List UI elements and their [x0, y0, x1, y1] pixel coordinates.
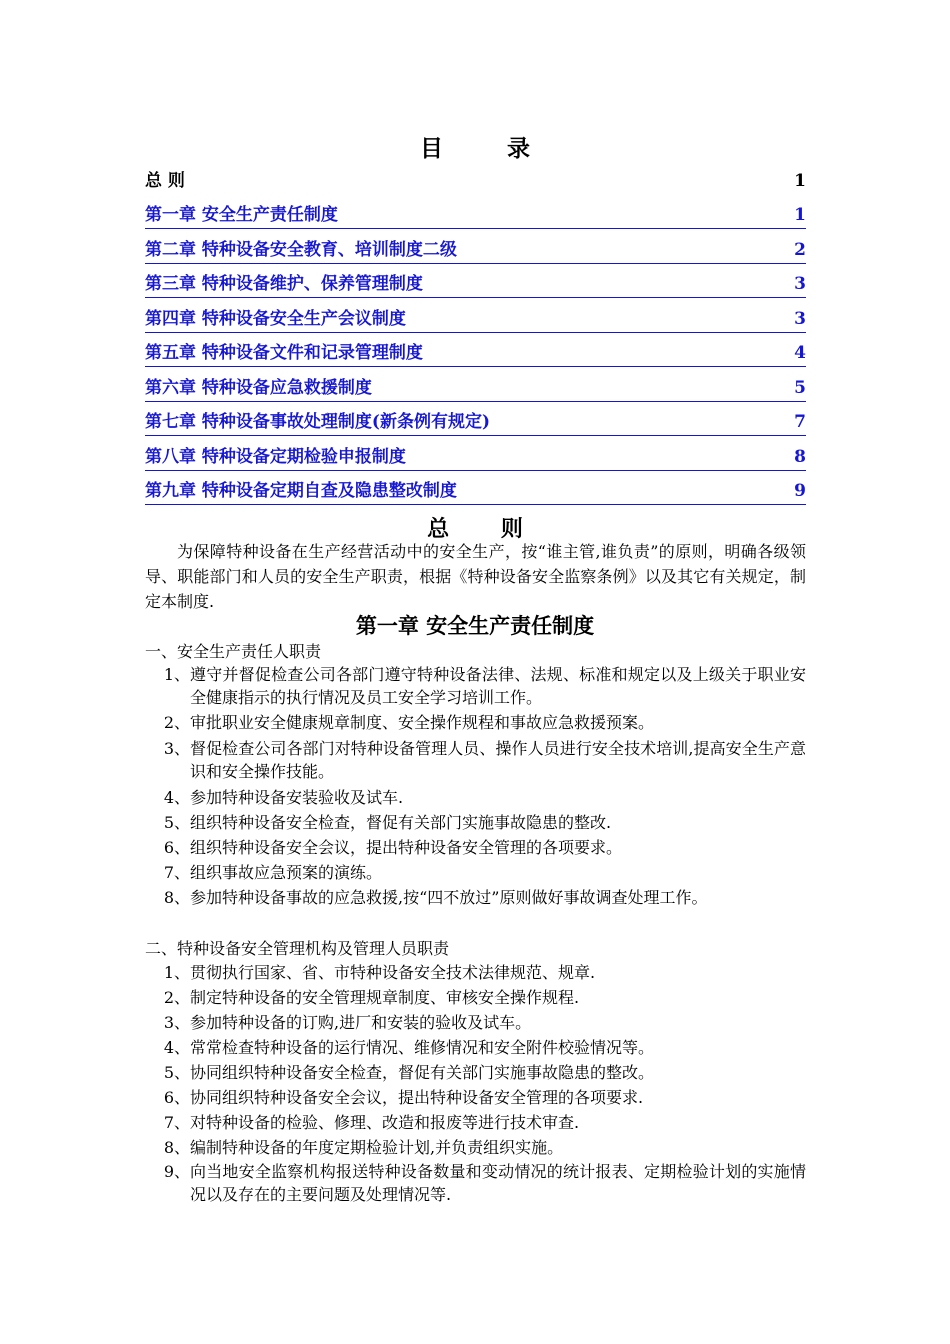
item-text: 组织事故应急预案的演练。 [190, 863, 383, 882]
toc-entry-label: 第四章 特种设备安全生产会议制度 [145, 309, 406, 329]
list-item [163, 737, 806, 783]
toc-entry-page: 2 [794, 240, 806, 260]
toc-entry-chapter-9[interactable] [145, 478, 806, 505]
item-number: 4、 [163, 1038, 190, 1057]
list-item [163, 711, 806, 734]
item-text: 遵守并督促检查公司各部门遵守特种设备法律、法规、标准和规定以及上级关于职业安全健康指示的执行情况及员工安全学习培训工作。 [190, 665, 806, 707]
item-text: 协同组织特种设备安全会议，提出特种设备安全管理的各项要求. [190, 1088, 644, 1107]
toc-entry-general[interactable] [145, 168, 806, 194]
item-text: 组织特种设备安全检查，督促有关部门实施事故隐患的整改. [190, 813, 612, 832]
item-number: 5、 [163, 813, 190, 832]
toc-entry-chapter-8[interactable] [145, 444, 806, 471]
list-item [163, 986, 806, 1009]
list-item [163, 811, 806, 834]
item-text: 参加特种设备事故的应急救援,按“四不放过”原则做好事故调查处理工作。 [190, 888, 708, 907]
list-item [163, 1011, 806, 1034]
item-number: 7、 [163, 863, 190, 882]
item-number: 9、 [163, 1162, 190, 1181]
item-text: 督促检查公司各部门对特种设备管理人员、操作人员进行安全技术培训,提高安全生产意识和安全操作技能。 [190, 739, 806, 781]
item-text: 编制特种设备的年度定期检验计划,并负责组织实施。 [190, 1138, 564, 1157]
toc-entry-page: 3 [794, 309, 806, 329]
item-number: 3、 [163, 739, 190, 758]
item-text: 审批职业安全健康规章制度、安全操作规程和事故应急救援预案。 [190, 713, 655, 732]
general-paragraph: 为保障特种设备在生产经营活动中的安全生产，按“谁主管,谁负责”的原则，明确各级领导、职能部门和人员的安全生产职责，根据《特种设备安全监察条例》以及其它有关规定，制定本制度. [145, 542, 806, 611]
toc-entry-chapter-1[interactable] [145, 202, 806, 229]
item-number: 5、 [163, 1063, 190, 1082]
item-text: 参加特种设备安装验收及试车. [190, 788, 404, 807]
toc-entry-chapter-7[interactable] [145, 409, 806, 436]
item-text: 组织特种设备安全会议，提出特种设备安全管理的各项要求。 [190, 838, 623, 857]
toc-entry-label: 总 则 [145, 171, 185, 191]
list-item [163, 1136, 806, 1159]
toc-entry-label: 第五章 特种设备文件和记录管理制度 [145, 343, 423, 363]
toc-entry-label: 第三章 特种设备维护、保养管理制度 [145, 274, 423, 294]
item-number: 2、 [163, 988, 190, 1007]
item-number: 6、 [163, 1088, 190, 1107]
list-item [163, 1086, 806, 1109]
item-text: 对特种设备的检验、修理、改造和报废等进行技术审查. [190, 1113, 580, 1132]
item-text: 参加特种设备的订购,进厂和安装的验收及试车。 [190, 1013, 532, 1032]
item-text: 向当地安全监察机构报送特种设备数量和变动情况的统计报表、定期检验计划的实施情况以及存在的主要问题及处理情况等. [190, 1162, 806, 1204]
toc-entry-label: 第九章 特种设备定期自查及隐患整改制度 [145, 481, 457, 501]
toc-entry-page: 5 [794, 378, 806, 398]
toc-entry-label: 第八章 特种设备定期检验申报制度 [145, 447, 406, 467]
list-item [163, 886, 806, 909]
item-number: 7、 [163, 1113, 190, 1132]
toc-title: 目 录 [419, 135, 558, 162]
general-heading: 总 则 [427, 516, 545, 542]
section-2-title: 二、特种设备安全管理机构及管理人员职责 [145, 939, 450, 958]
toc-entry-chapter-4[interactable] [145, 306, 806, 333]
list-item [163, 1111, 806, 1134]
toc-entry-chapter-6[interactable] [145, 375, 806, 402]
item-text: 常常检查特种设备的运行情况、维修情况和安全附件校验情况等。 [190, 1038, 655, 1057]
list-item [163, 861, 806, 884]
item-number: 3、 [163, 1013, 190, 1032]
list-item [163, 1061, 806, 1084]
list-item [163, 786, 806, 809]
chapter-1-heading: 第一章 安全生产责任制度 [355, 613, 595, 638]
item-text: 贯彻执行国家、省、市特种设备安全技术法律规范、规章. [190, 963, 596, 982]
list-item [163, 1036, 806, 1059]
list-item [163, 1160, 806, 1206]
item-text: 制定特种设备的安全管理规章制度、审核安全操作规程. [190, 988, 580, 1007]
list-item [163, 961, 806, 984]
list-item [163, 836, 806, 859]
item-text: 协同组织特种设备安全检查，督促有关部门实施事故隐患的整改。 [190, 1063, 655, 1082]
toc-entry-page: 1 [794, 171, 806, 191]
toc-entry-chapter-5[interactable] [145, 340, 806, 367]
toc-entry-chapter-3[interactable] [145, 271, 806, 298]
toc-entry-label: 第二章 特种设备安全教育、培训制度二级 [145, 240, 457, 260]
item-number: 1、 [163, 665, 190, 684]
item-number: 6、 [163, 838, 190, 857]
toc-entry-page: 7 [794, 412, 806, 432]
toc-entry-page: 8 [794, 447, 806, 467]
toc-entry-page: 3 [794, 274, 806, 294]
toc-entry-page: 1 [794, 205, 806, 225]
item-number: 4、 [163, 788, 190, 807]
toc-entry-page: 4 [794, 343, 806, 363]
section-1-title: 一、安全生产责任人职责 [145, 642, 322, 661]
toc-entry-label: 第一章 安全生产责任制度 [145, 205, 338, 225]
toc-entry-label: 第六章 特种设备应急救援制度 [145, 378, 372, 398]
item-number: 1、 [163, 963, 190, 982]
toc-entry-label: 第七章 特种设备事故处理制度(新条例有规定) [145, 412, 491, 432]
toc-entry-page: 9 [794, 481, 806, 501]
item-number: 8、 [163, 1138, 190, 1157]
list-item [163, 663, 806, 709]
item-number: 8、 [163, 888, 190, 907]
item-number: 2、 [163, 713, 190, 732]
toc-entry-chapter-2[interactable] [145, 237, 806, 264]
